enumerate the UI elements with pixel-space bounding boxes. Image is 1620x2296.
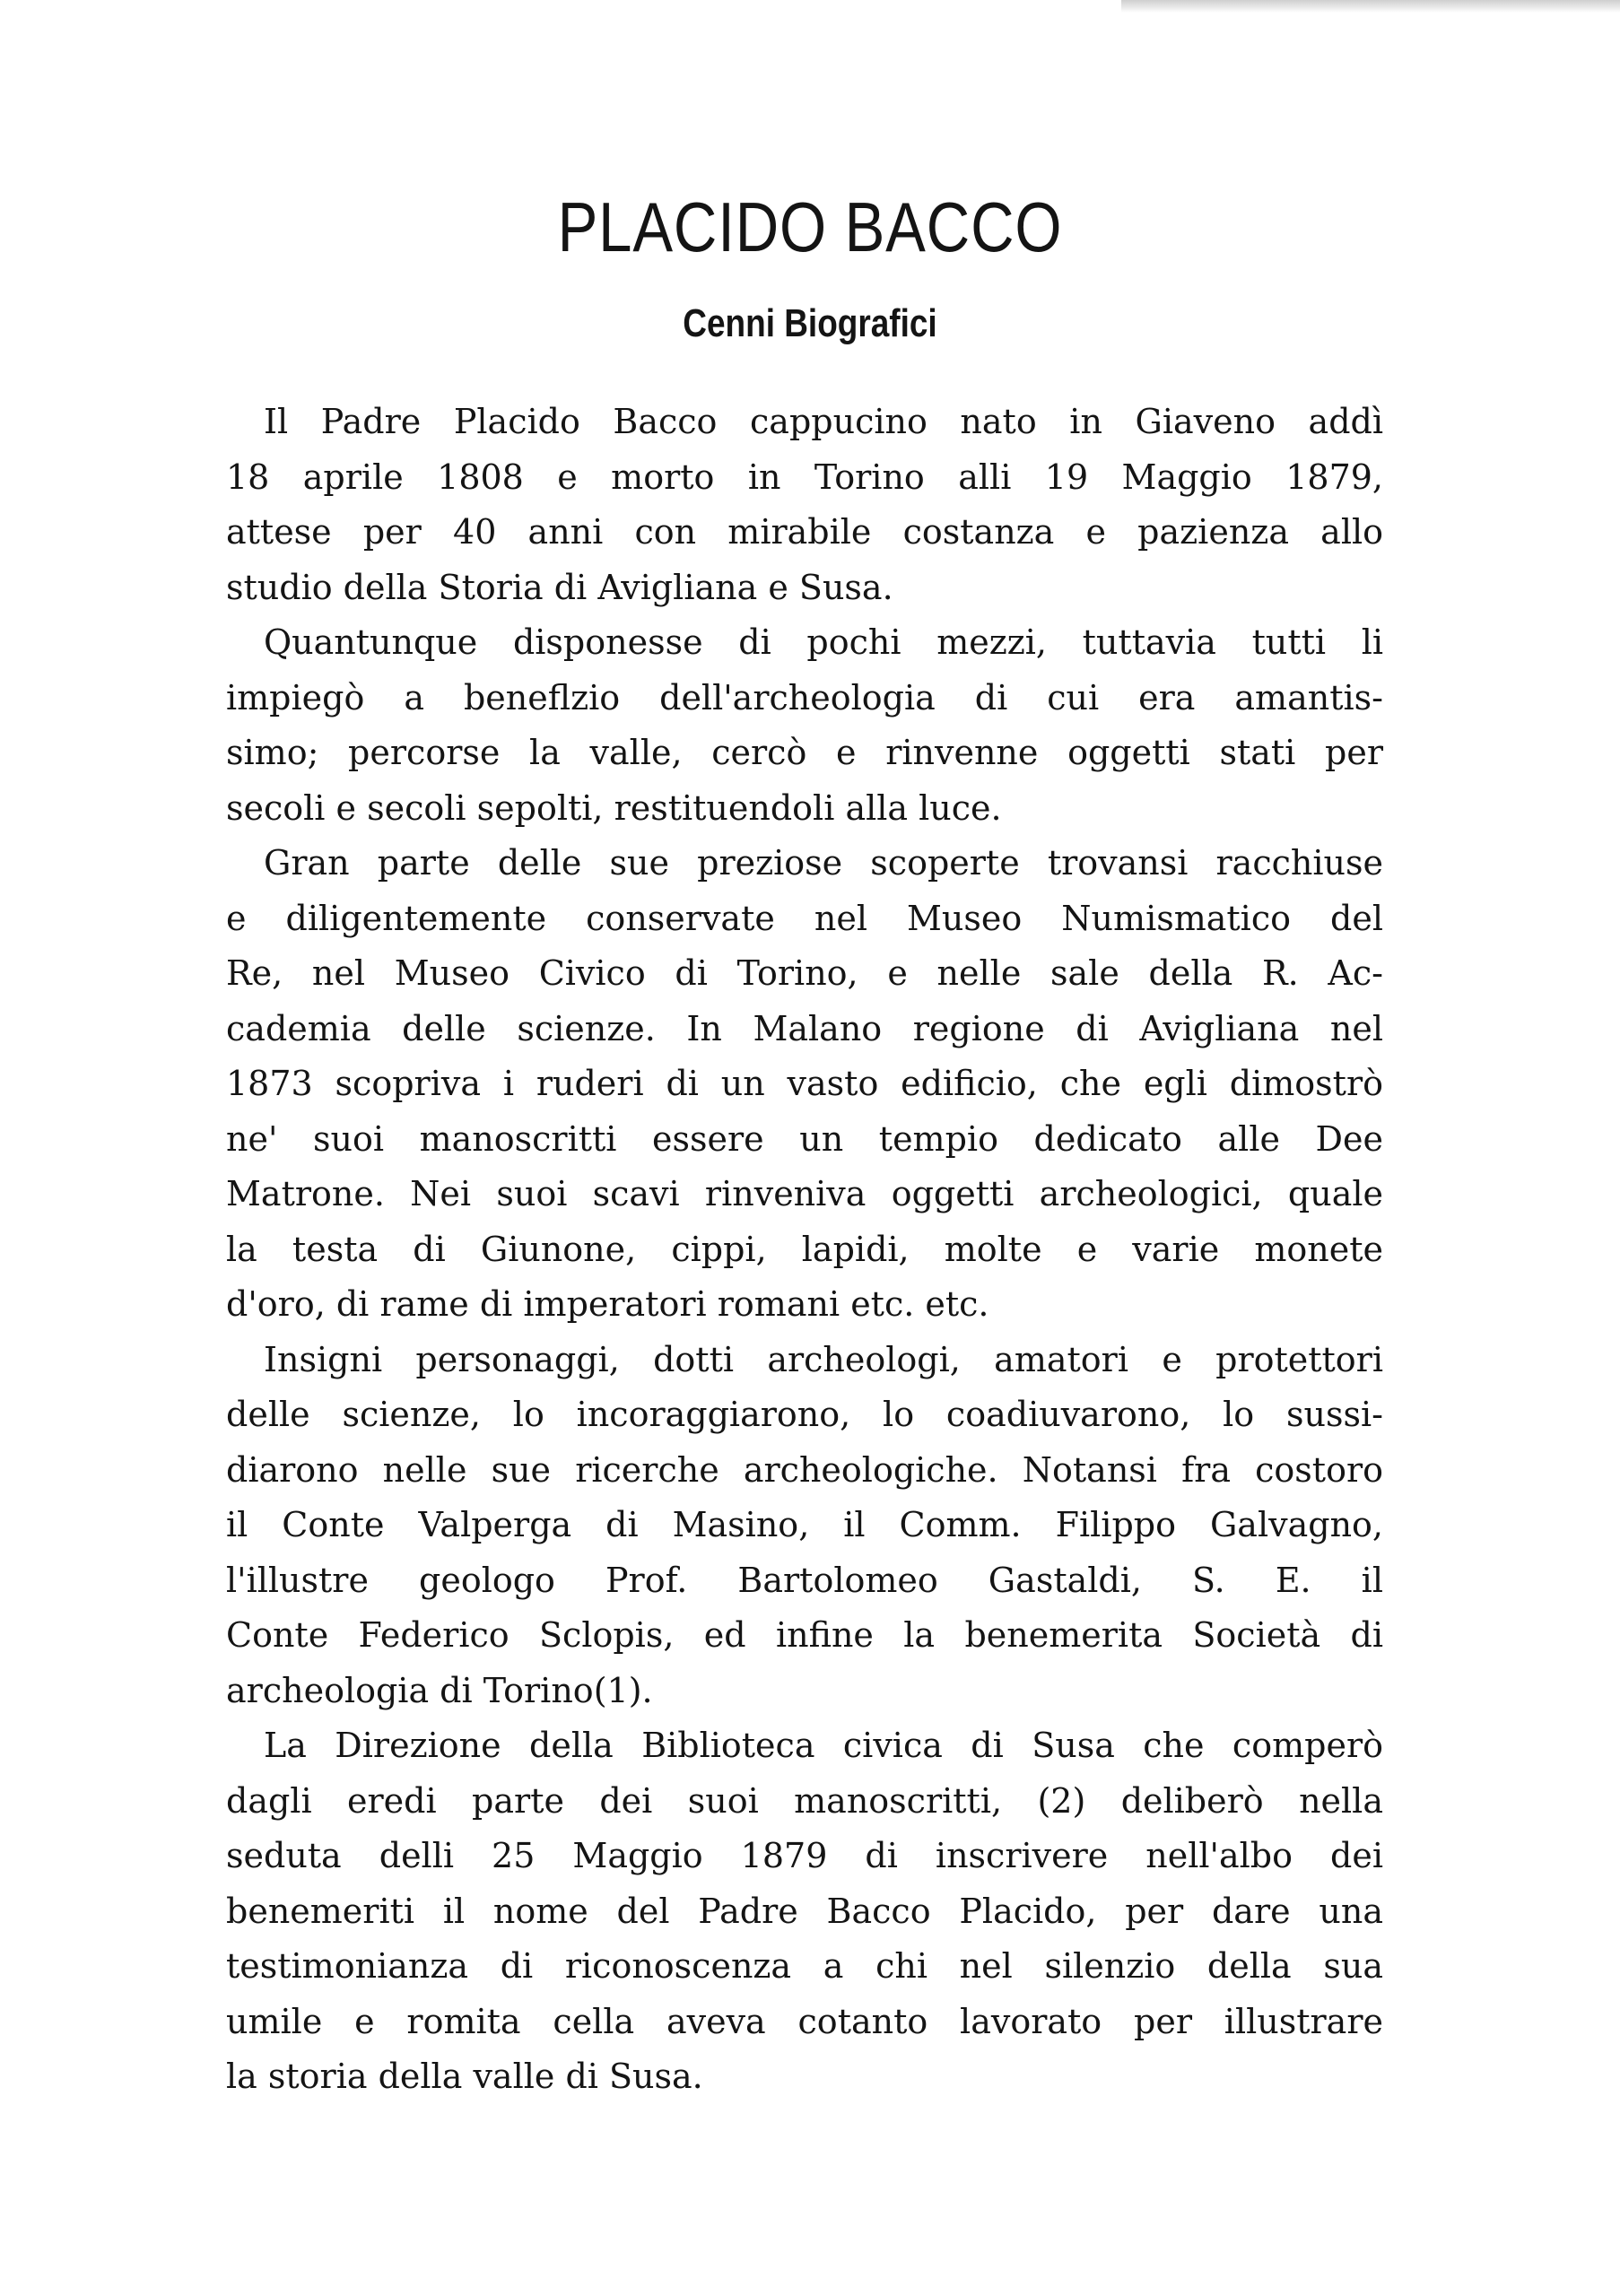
text-line: il Conte Valperga di Masino, il Comm. Filippo Galvagno, — [226, 1505, 1383, 1544]
text-line: la storia della valle di Susa. — [226, 2057, 703, 2096]
text-line: Insigni personaggi, dotti archeologi, amatori e protettori — [264, 1339, 1383, 1379]
text-line: la testa di Giunone, cippi, lapidi, molte e varie monete — [226, 1229, 1383, 1269]
text-line: attese per 40 anni con mirabile costanza e pazienza allo — [226, 512, 1383, 552]
text-line: umile e romita cella aveva cotanto lavorato per illustrare — [226, 2001, 1383, 2041]
biography-text — [226, 395, 1383, 2105]
text-line: Conte Federico Sclopis, ed infine la benemerita Società di — [226, 1615, 1383, 1655]
text-line: Gran parte delle sue preziose scoperte trovansi racchiuse — [264, 843, 1383, 883]
text-line: ne' suoi manoscritti essere un tempio dedicato alle Dee — [226, 1118, 1383, 1159]
text-line: Re, nel Museo Civico di Torino, e nelle sale della R. Ac- — [226, 953, 1383, 993]
page-subtitle: Cenni Biografici — [683, 301, 937, 345]
text-line: 1873 scopriva i ruderi di un vasto edificio, che egli dimostrò — [226, 1064, 1383, 1103]
text-line: Quantunque disponesse di pochi mezzi, tuttavia tutti li — [264, 622, 1383, 662]
text-line: cademia delle scienze. In Malano regione di Avigliana nel — [226, 1008, 1383, 1048]
text-line: seduta delli 25 Maggio 1879 di inscrivere nell'albo dei — [226, 1836, 1383, 1875]
text-line: diarono nelle sue ricerche archeologiche. Notansi fra costoro — [226, 1449, 1383, 1490]
text-line: dagli eredi parte dei suoi manoscritti, (2) deliberò nella — [226, 1780, 1383, 1821]
text-line: d'oro, di rame di imperatori romani etc. etc. — [226, 1284, 989, 1324]
text-line: impiegò a beneflzio dell'archeologia di cui era amantis- — [226, 677, 1383, 718]
text-line: studio della Storia di Avigliana e Susa. — [226, 567, 893, 607]
text-line: Matrone. Nei suoi scavi rinveniva oggetti archeologici, quale — [226, 1174, 1383, 1213]
text-line: archeologia di Torino(1). — [226, 1670, 653, 1710]
text-line: Il Padre Placido Bacco cappucino nato in Giaveno addì — [264, 402, 1383, 441]
text-line: testimonianza di riconoscenza a chi nel silenzio della sua — [226, 1946, 1383, 1986]
text-line: La Direzione della Biblioteca civica di Susa che comperò — [264, 1726, 1383, 1765]
scan-edge-shadow — [1121, 0, 1620, 13]
text-line: l'illustre geologo Prof. Bartolomeo Gastaldi, S. E. il — [226, 1560, 1383, 1600]
text-line: secoli e secoli sepolti, restituendoli alla luce. — [226, 787, 1002, 828]
text-line: benemeriti il nome del Padre Bacco Placido, per dare una — [226, 1891, 1383, 1931]
text-line: e diligentemente conservate nel Museo Numismatico del — [226, 898, 1383, 938]
page-title: PLACIDO BACCO — [557, 187, 1063, 266]
text-line: 18 aprile 1808 e morto in Torino alli 19 Maggio 1879, — [226, 457, 1383, 497]
text-line: simo; percorse la valle, cercò e rinvenne oggetti stati per — [226, 733, 1383, 772]
text-line: delle scienze, lo incoraggiarono, lo coadiuvarono, lo sussi- — [226, 1395, 1383, 1434]
